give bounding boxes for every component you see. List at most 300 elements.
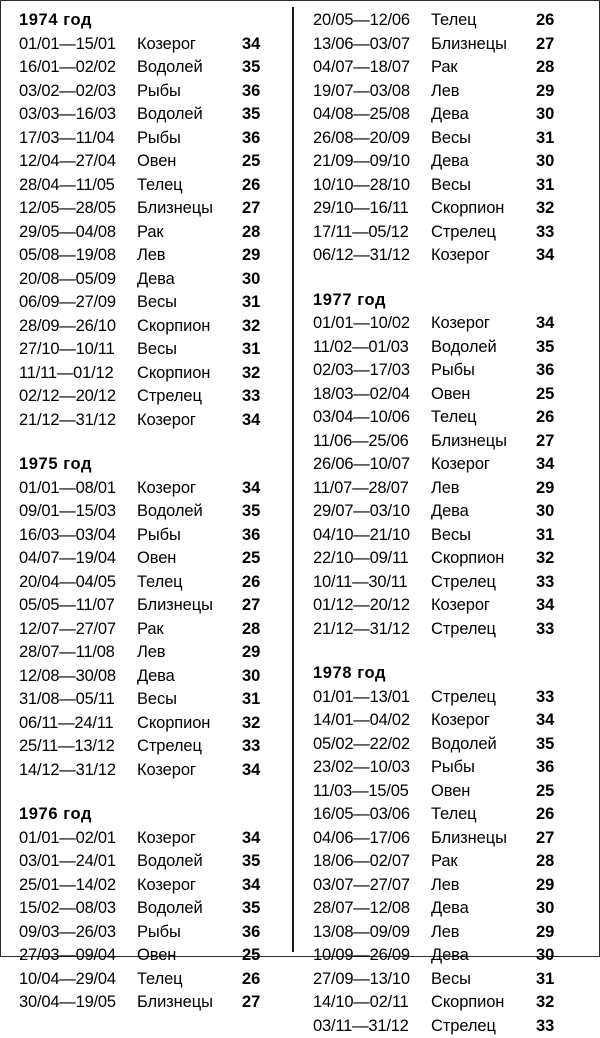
code-number-cell: 28 (242, 221, 276, 245)
block-gap (301, 641, 583, 662)
zodiac-sign-cell: Дева (431, 897, 536, 921)
date-range-cell: 27/10—10/11 (7, 338, 137, 362)
table-row (7, 968, 289, 992)
year-heading: 1975 год (7, 453, 289, 477)
code-number-cell: 30 (536, 103, 570, 127)
date-range-cell: 18/06—02/07 (301, 850, 431, 874)
table-row (301, 80, 583, 104)
table-row (7, 80, 289, 104)
code-number-cell: 28 (242, 618, 276, 642)
table-row (301, 594, 583, 618)
zodiac-sign-cell: Весы (431, 174, 536, 198)
zodiac-sign-cell: Козерог (137, 874, 242, 898)
code-number-cell: 30 (536, 897, 570, 921)
table-row (301, 383, 583, 407)
zodiac-sign-cell: Телец (431, 9, 536, 33)
code-number-cell: 32 (242, 362, 276, 386)
zodiac-sign-cell: Овен (137, 547, 242, 571)
zodiac-sign-cell: Близнецы (431, 430, 536, 454)
right-column (301, 9, 583, 950)
zodiac-sign-cell: Стрелец (431, 1015, 536, 1038)
table-row (301, 547, 583, 571)
zodiac-sign-cell: Лев (137, 244, 242, 268)
zodiac-sign-cell: Дева (137, 665, 242, 689)
code-number-cell: 29 (242, 244, 276, 268)
zodiac-sign-cell: Водолей (431, 733, 536, 757)
table-row (301, 921, 583, 945)
date-range-cell: 06/09—27/09 (7, 291, 137, 315)
date-range-cell: 14/12—31/12 (7, 759, 137, 783)
code-number-cell: 35 (242, 103, 276, 127)
date-range-cell: 11/11—01/12 (7, 362, 137, 386)
zodiac-sign-cell: Весы (431, 127, 536, 151)
date-range-cell: 09/03—26/03 (7, 921, 137, 945)
zodiac-sign-cell: Лев (431, 874, 536, 898)
table-row (301, 524, 583, 548)
code-number-cell: 33 (242, 385, 276, 409)
zodiac-sign-cell: Овен (137, 150, 242, 174)
table-row (7, 897, 289, 921)
date-range-cell: 25/11—13/12 (7, 735, 137, 759)
table-row (301, 500, 583, 524)
code-number-cell: 35 (242, 56, 276, 80)
zodiac-sign-cell: Козерог (137, 827, 242, 851)
block-gap (7, 432, 289, 453)
code-number-cell: 26 (536, 406, 570, 430)
zodiac-sign-cell: Близнецы (137, 197, 242, 221)
date-range-cell: 11/06—25/06 (301, 430, 431, 454)
table-row (7, 385, 289, 409)
date-range-cell: 05/02—22/02 (301, 733, 431, 757)
code-number-cell: 31 (242, 688, 276, 712)
code-number-cell: 30 (536, 944, 570, 968)
zodiac-sign-cell: Лев (431, 80, 536, 104)
date-range-cell: 01/01—15/01 (7, 33, 137, 57)
date-range-cell: 12/05—28/05 (7, 197, 137, 221)
date-range-cell: 26/08—20/09 (301, 127, 431, 151)
date-range-cell: 04/08—25/08 (301, 103, 431, 127)
table-row (301, 897, 583, 921)
date-range-cell: 30/04—19/05 (7, 991, 137, 1015)
zodiac-sign-cell: Весы (137, 688, 242, 712)
zodiac-sign-cell: Близнецы (431, 827, 536, 851)
date-range-cell: 03/02—02/03 (7, 80, 137, 104)
date-range-cell: 28/07—11/08 (7, 641, 137, 665)
date-range-cell: 11/03—15/05 (301, 780, 431, 804)
date-range-cell: 20/05—12/06 (301, 9, 431, 33)
date-range-cell: 28/04—11/05 (7, 174, 137, 198)
year-heading: 1978 год (301, 662, 583, 686)
zodiac-sign-cell: Козерог (137, 33, 242, 57)
code-number-cell: 35 (242, 500, 276, 524)
table-row (7, 827, 289, 851)
date-range-cell: 01/01—10/02 (301, 312, 431, 336)
code-number-cell: 34 (242, 874, 276, 898)
zodiac-sign-cell: Овен (431, 383, 536, 407)
code-number-cell: 29 (536, 874, 570, 898)
date-range-cell: 11/02—01/03 (301, 336, 431, 360)
code-number-cell: 31 (242, 291, 276, 315)
code-number-cell: 36 (242, 921, 276, 945)
date-range-cell: 02/03—17/03 (301, 359, 431, 383)
year-heading: 1976 год (7, 803, 289, 827)
date-range-cell: 10/09—26/09 (301, 944, 431, 968)
zodiac-sign-cell: Дева (137, 268, 242, 292)
zodiac-sign-cell: Скорпион (431, 547, 536, 571)
date-range-cell: 14/10—02/11 (301, 991, 431, 1015)
date-range-cell: 14/01—04/02 (301, 709, 431, 733)
code-number-cell: 36 (242, 127, 276, 151)
table-row (7, 244, 289, 268)
zodiac-sign-cell: Козерог (431, 312, 536, 336)
date-range-cell: 12/07—27/07 (7, 618, 137, 642)
table-row (7, 641, 289, 665)
zodiac-sign-cell: Телец (431, 803, 536, 827)
date-range-cell: 27/09—13/10 (301, 968, 431, 992)
code-number-cell: 28 (536, 56, 570, 80)
code-number-cell: 34 (536, 453, 570, 477)
table-row (7, 268, 289, 292)
table-row (301, 453, 583, 477)
table-row (7, 944, 289, 968)
code-number-cell: 33 (536, 1015, 570, 1038)
code-number-cell: 27 (242, 594, 276, 618)
date-range-cell: 16/05—03/06 (301, 803, 431, 827)
date-range-cell: 16/01—02/02 (7, 56, 137, 80)
code-number-cell: 33 (536, 686, 570, 710)
zodiac-sign-cell: Рак (137, 221, 242, 245)
date-range-cell: 06/12—31/12 (301, 244, 431, 268)
code-number-cell: 30 (242, 268, 276, 292)
date-range-cell: 02/12—20/12 (7, 385, 137, 409)
zodiac-sign-cell: Водолей (137, 850, 242, 874)
date-range-cell: 20/04—04/05 (7, 571, 137, 595)
table-row (301, 1015, 583, 1038)
zodiac-sign-cell: Козерог (431, 453, 536, 477)
zodiac-sign-cell: Лев (137, 641, 242, 665)
table-row (301, 174, 583, 198)
zodiac-sign-cell: Рак (431, 850, 536, 874)
code-number-cell: 29 (536, 477, 570, 501)
table-row (7, 991, 289, 1015)
code-number-cell: 33 (242, 735, 276, 759)
zodiac-sign-cell: Стрелец (431, 618, 536, 642)
table-row (301, 803, 583, 827)
date-range-cell: 12/08—30/08 (7, 665, 137, 689)
date-range-cell: 01/12—20/12 (301, 594, 431, 618)
table-row (7, 291, 289, 315)
table-row (301, 780, 583, 804)
date-range-cell: 17/03—11/04 (7, 127, 137, 151)
code-number-cell: 36 (242, 80, 276, 104)
zodiac-sign-cell: Стрелец (431, 221, 536, 245)
zodiac-sign-cell: Весы (137, 338, 242, 362)
table-row (7, 874, 289, 898)
date-range-cell: 29/10—16/11 (301, 197, 431, 221)
date-range-cell: 31/08—05/11 (7, 688, 137, 712)
table-row (301, 709, 583, 733)
date-range-cell: 29/05—04/08 (7, 221, 137, 245)
zodiac-sign-cell: Телец (137, 174, 242, 198)
zodiac-sign-cell: Козерог (431, 594, 536, 618)
zodiac-sign-cell: Козерог (137, 477, 242, 501)
table-row (301, 850, 583, 874)
date-range-cell: 13/06—03/07 (301, 33, 431, 57)
table-row (301, 618, 583, 642)
zodiac-sign-cell: Скорпион (137, 712, 242, 736)
code-number-cell: 34 (242, 477, 276, 501)
zodiac-sign-cell: Лев (431, 921, 536, 945)
table-row (7, 571, 289, 595)
zodiac-sign-cell: Близнецы (137, 594, 242, 618)
table-row (301, 33, 583, 57)
code-number-cell: 26 (536, 9, 570, 33)
code-number-cell: 27 (536, 827, 570, 851)
table-row (7, 197, 289, 221)
zodiac-sign-cell: Рыбы (137, 127, 242, 151)
code-number-cell: 34 (242, 759, 276, 783)
date-range-cell: 21/12—31/12 (301, 618, 431, 642)
date-range-cell: 16/03—03/04 (7, 524, 137, 548)
date-range-cell: 05/08—19/08 (7, 244, 137, 268)
zodiac-sign-cell: Водолей (137, 56, 242, 80)
date-range-cell: 03/07—27/07 (301, 874, 431, 898)
date-range-cell: 10/10—28/10 (301, 174, 431, 198)
code-number-cell: 27 (536, 430, 570, 454)
column-divider (292, 7, 294, 952)
date-range-cell: 04/07—18/07 (301, 56, 431, 80)
zodiac-sign-cell: Рак (137, 618, 242, 642)
table-row (7, 688, 289, 712)
table-row (7, 477, 289, 501)
code-number-cell: 25 (242, 944, 276, 968)
zodiac-sign-cell: Весы (137, 291, 242, 315)
zodiac-sign-cell: Водолей (137, 500, 242, 524)
code-number-cell: 31 (536, 968, 570, 992)
code-number-cell: 34 (536, 709, 570, 733)
date-range-cell: 01/01—13/01 (301, 686, 431, 710)
table-row (7, 409, 289, 433)
zodiac-sign-cell: Козерог (137, 759, 242, 783)
table-row (7, 735, 289, 759)
code-number-cell: 35 (242, 897, 276, 921)
date-range-cell: 05/05—11/07 (7, 594, 137, 618)
table-row (7, 524, 289, 548)
date-range-cell: 09/01—15/03 (7, 500, 137, 524)
zodiac-sign-cell: Лев (431, 477, 536, 501)
date-range-cell: 04/10—21/10 (301, 524, 431, 548)
code-number-cell: 32 (536, 547, 570, 571)
code-number-cell: 29 (536, 80, 570, 104)
table-row (7, 850, 289, 874)
table-row (7, 315, 289, 339)
table-row (7, 594, 289, 618)
code-number-cell: 28 (536, 850, 570, 874)
zodiac-sign-cell: Скорпион (137, 315, 242, 339)
zodiac-sign-cell: Близнецы (137, 991, 242, 1015)
date-range-cell: 28/09—26/10 (7, 315, 137, 339)
date-range-cell: 10/04—29/04 (7, 968, 137, 992)
code-number-cell: 27 (536, 33, 570, 57)
date-range-cell: 28/07—12/08 (301, 897, 431, 921)
table-row (301, 686, 583, 710)
code-number-cell: 32 (242, 315, 276, 339)
table-row (301, 103, 583, 127)
date-range-cell: 17/11—05/12 (301, 221, 431, 245)
table-row (301, 127, 583, 151)
code-number-cell: 25 (536, 780, 570, 804)
year-heading: 1974 год (7, 9, 289, 33)
code-number-cell: 31 (242, 338, 276, 362)
zodiac-sign-cell: Стрелец (137, 385, 242, 409)
table-row (301, 733, 583, 757)
left-column (7, 9, 289, 950)
date-range-cell: 01/01—02/01 (7, 827, 137, 851)
table-row (7, 103, 289, 127)
code-number-cell: 29 (536, 921, 570, 945)
date-range-cell: 06/11—24/11 (7, 712, 137, 736)
table-row (7, 338, 289, 362)
table-row (301, 944, 583, 968)
zodiac-sign-cell: Козерог (431, 244, 536, 268)
date-range-cell: 23/02—10/03 (301, 756, 431, 780)
date-range-cell: 18/03—02/04 (301, 383, 431, 407)
table-row (7, 921, 289, 945)
code-number-cell: 31 (536, 174, 570, 198)
code-number-cell: 31 (536, 127, 570, 151)
zodiac-sign-cell: Скорпион (431, 197, 536, 221)
table-row (7, 174, 289, 198)
zodiac-sign-cell: Телец (431, 406, 536, 430)
block-gap (301, 268, 583, 289)
code-number-cell: 34 (242, 827, 276, 851)
date-range-cell: 15/02—08/03 (7, 897, 137, 921)
table-row (7, 665, 289, 689)
zodiac-sign-cell: Близнецы (431, 33, 536, 57)
table-row (301, 756, 583, 780)
code-number-cell: 34 (536, 312, 570, 336)
zodiac-sign-cell: Весы (431, 524, 536, 548)
code-number-cell: 34 (536, 594, 570, 618)
code-number-cell: 30 (536, 150, 570, 174)
code-number-cell: 27 (242, 991, 276, 1015)
table-row (301, 359, 583, 383)
zodiac-sign-cell: Водолей (137, 103, 242, 127)
zodiac-sign-cell: Дева (431, 150, 536, 174)
table-row (7, 759, 289, 783)
zodiac-sign-cell: Рак (431, 56, 536, 80)
table-row (301, 221, 583, 245)
code-number-cell: 35 (536, 336, 570, 360)
code-number-cell: 36 (536, 756, 570, 780)
table-row (301, 968, 583, 992)
date-range-cell: 03/11—31/12 (301, 1015, 431, 1038)
date-range-cell: 26/06—10/07 (301, 453, 431, 477)
code-number-cell: 32 (536, 197, 570, 221)
zodiac-sign-cell: Дева (431, 944, 536, 968)
table-row (301, 336, 583, 360)
table-row (301, 197, 583, 221)
code-number-cell: 32 (536, 991, 570, 1015)
code-number-cell: 36 (536, 359, 570, 383)
table-row (7, 712, 289, 736)
code-number-cell: 34 (536, 244, 570, 268)
table-row (301, 312, 583, 336)
code-number-cell: 30 (242, 665, 276, 689)
table-row (301, 571, 583, 595)
date-range-cell: 12/04—27/04 (7, 150, 137, 174)
code-number-cell: 35 (536, 733, 570, 757)
code-number-cell: 26 (242, 968, 276, 992)
code-number-cell: 31 (536, 524, 570, 548)
table-row (301, 430, 583, 454)
date-range-cell: 04/06—17/06 (301, 827, 431, 851)
code-number-cell: 33 (536, 618, 570, 642)
zodiac-sign-cell: Весы (431, 968, 536, 992)
table-row (7, 500, 289, 524)
zodiac-sign-cell: Водолей (137, 897, 242, 921)
block-gap (7, 782, 289, 803)
table-row (7, 618, 289, 642)
zodiac-sign-cell: Стрелец (431, 686, 536, 710)
zodiac-sign-cell: Скорпион (431, 991, 536, 1015)
zodiac-sign-cell: Овен (137, 944, 242, 968)
table-row (301, 9, 583, 33)
table-row (7, 150, 289, 174)
code-number-cell: 34 (242, 409, 276, 433)
zodiac-sign-cell: Телец (137, 571, 242, 595)
date-range-cell: 25/01—14/02 (7, 874, 137, 898)
code-number-cell: 25 (242, 547, 276, 571)
code-number-cell: 34 (242, 33, 276, 57)
table-row (7, 547, 289, 571)
zodiac-sign-cell: Дева (431, 500, 536, 524)
table-row (7, 56, 289, 80)
table-row (301, 827, 583, 851)
zodiac-sign-cell: Рыбы (431, 756, 536, 780)
date-range-cell: 19/07—03/08 (301, 80, 431, 104)
code-number-cell: 33 (536, 571, 570, 595)
zodiac-sign-cell: Рыбы (137, 80, 242, 104)
date-range-cell: 13/08—09/09 (301, 921, 431, 945)
table-row (7, 362, 289, 386)
zodiac-sign-cell: Дева (431, 103, 536, 127)
zodiac-sign-cell: Козерог (431, 709, 536, 733)
code-number-cell: 26 (242, 174, 276, 198)
date-range-cell: 03/03—16/03 (7, 103, 137, 127)
table-row (301, 150, 583, 174)
date-range-cell: 03/04—10/06 (301, 406, 431, 430)
code-number-cell: 27 (242, 197, 276, 221)
code-number-cell: 26 (242, 571, 276, 595)
code-number-cell: 30 (536, 500, 570, 524)
code-number-cell: 32 (242, 712, 276, 736)
date-range-cell: 03/01—24/01 (7, 850, 137, 874)
year-heading: 1977 год (301, 289, 583, 313)
zodiac-sign-cell: Телец (137, 968, 242, 992)
code-number-cell: 29 (242, 641, 276, 665)
zodiac-sign-cell: Овен (431, 780, 536, 804)
zodiac-sign-cell: Водолей (431, 336, 536, 360)
table-row (7, 33, 289, 57)
zodiac-sign-cell: Рыбы (137, 524, 242, 548)
zodiac-sign-cell: Рыбы (137, 921, 242, 945)
zodiac-sign-cell: Стрелец (431, 571, 536, 595)
table-row (301, 991, 583, 1015)
date-range-cell: 22/10—09/11 (301, 547, 431, 571)
code-number-cell: 26 (536, 803, 570, 827)
date-range-cell: 04/07—19/04 (7, 547, 137, 571)
